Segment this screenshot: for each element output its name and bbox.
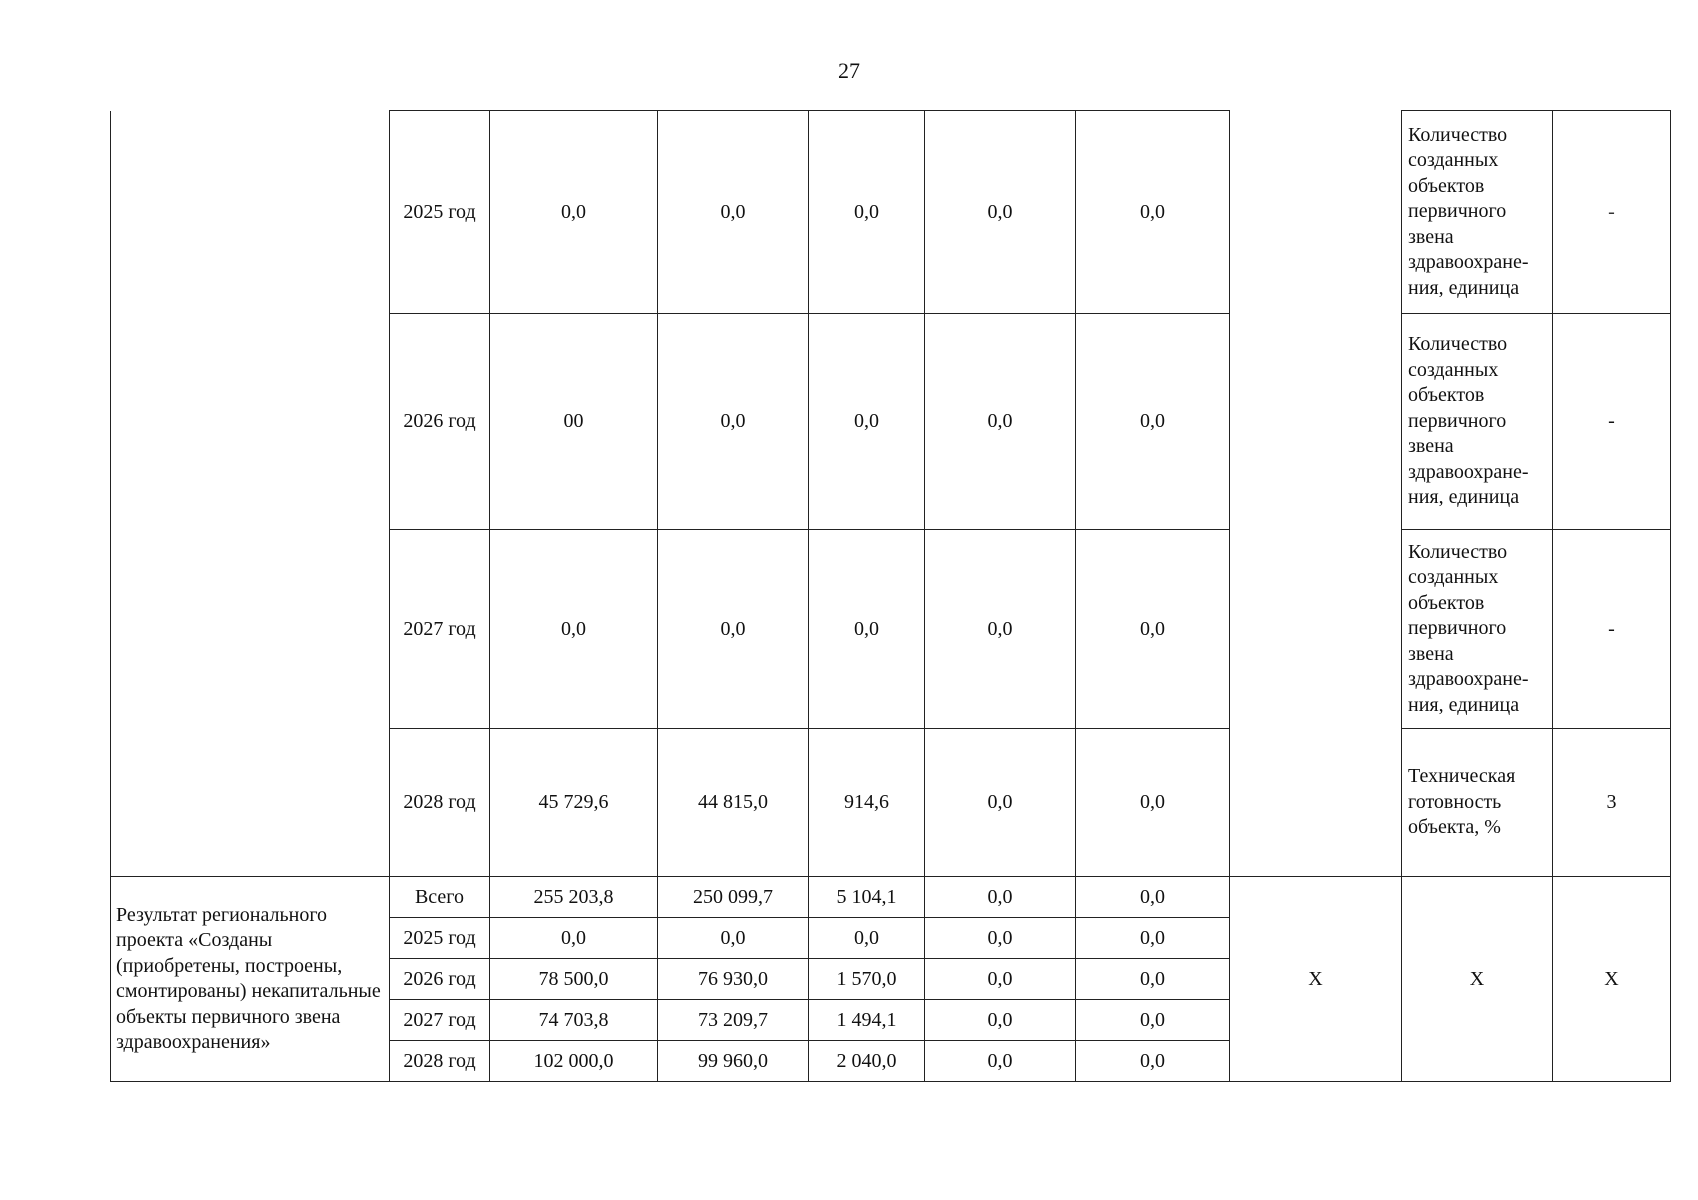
local-cell: 0,0 — [925, 959, 1076, 1000]
federal-cell: 250 099,7 — [658, 877, 809, 918]
federal-cell: 0,0 — [658, 111, 809, 314]
indicator-cell: Количество созданных объектов первичного звена здравоохране-ния, единица — [1402, 314, 1553, 530]
year-cell: 2026 год — [390, 314, 490, 530]
indicator-value-cell: - — [1553, 314, 1671, 530]
year-cell: 2025 год — [390, 918, 490, 959]
regional-cell: 914,6 — [809, 729, 925, 877]
federal-cell: 0,0 — [658, 314, 809, 530]
regional-cell: 0,0 — [809, 314, 925, 530]
local-cell: 0,0 — [925, 877, 1076, 918]
local-cell: 0,0 — [925, 111, 1076, 314]
year-cell: 2025 год — [390, 111, 490, 314]
federal-cell: 0,0 — [658, 530, 809, 729]
federal-cell: 0,0 — [658, 918, 809, 959]
year-cell: Всего — [390, 877, 490, 918]
year-cell: 2027 год — [390, 1000, 490, 1041]
other-cell: 0,0 — [1076, 111, 1230, 314]
total-cell: 45 729,6 — [490, 729, 658, 877]
local-cell: 0,0 — [925, 1000, 1076, 1041]
indicator-value-cell: - — [1553, 111, 1671, 314]
other-cell: 0,0 — [1076, 1000, 1230, 1041]
x-cell: X — [1402, 877, 1553, 1082]
total-cell: 74 703,8 — [490, 1000, 658, 1041]
regional-cell: 1 494,1 — [809, 1000, 925, 1041]
regional-cell: 1 570,0 — [809, 959, 925, 1000]
empty-merged-cell — [1230, 111, 1402, 877]
other-cell: 0,0 — [1076, 729, 1230, 877]
local-cell: 0,0 — [925, 918, 1076, 959]
federal-cell: 44 815,0 — [658, 729, 809, 877]
total-cell: 0,0 — [490, 530, 658, 729]
total-cell: 102 000,0 — [490, 1041, 658, 1082]
other-cell: 0,0 — [1076, 1041, 1230, 1082]
total-cell: 00 — [490, 314, 658, 530]
table-row — [111, 111, 1671, 314]
other-cell: 0,0 — [1076, 530, 1230, 729]
year-cell: 2028 год — [390, 1041, 490, 1082]
year-cell: 2028 год — [390, 729, 490, 877]
indicator-value-cell: - — [1553, 530, 1671, 729]
regional-cell: 2 040,0 — [809, 1041, 925, 1082]
federal-cell: 73 209,7 — [658, 1000, 809, 1041]
result-name-cell: Результат регионального проекта «Созданы (приобретены, построены, смонтированы) некапитальные объекты первичного звена здравоохранения» — [111, 877, 390, 1082]
regional-cell: 5 104,1 — [809, 877, 925, 918]
page-number: 27 — [838, 58, 860, 83]
total-cell: 78 500,0 — [490, 959, 658, 1000]
local-cell: 0,0 — [925, 729, 1076, 877]
local-cell: 0,0 — [925, 530, 1076, 729]
year-cell: 2026 год — [390, 959, 490, 1000]
federal-cell: 99 960,0 — [658, 1041, 809, 1082]
regional-cell: 0,0 — [809, 111, 925, 314]
total-cell: 0,0 — [490, 111, 658, 314]
total-cell: 255 203,8 — [490, 877, 658, 918]
other-cell: 0,0 — [1076, 314, 1230, 530]
indicator-cell: Количество созданных объектов первичного звена здравоохране-ния, единица — [1402, 111, 1553, 314]
table-row — [111, 877, 1671, 918]
local-cell: 0,0 — [925, 314, 1076, 530]
x-cell: X — [1230, 877, 1402, 1082]
budget-table — [110, 110, 1671, 1082]
empty-name-cell — [111, 111, 390, 877]
indicator-cell: Количество созданных объектов первичного звена здравоохране-ния, единица — [1402, 530, 1553, 729]
federal-cell: 76 930,0 — [658, 959, 809, 1000]
indicator-value-cell: 3 — [1553, 729, 1671, 877]
other-cell: 0,0 — [1076, 918, 1230, 959]
other-cell: 0,0 — [1076, 959, 1230, 1000]
local-cell: 0,0 — [925, 1041, 1076, 1082]
x-cell: X — [1553, 877, 1671, 1082]
regional-cell: 0,0 — [809, 918, 925, 959]
indicator-cell: Техническая готовность объекта, % — [1402, 729, 1553, 877]
year-cell: 2027 год — [390, 530, 490, 729]
regional-cell: 0,0 — [809, 530, 925, 729]
other-cell: 0,0 — [1076, 877, 1230, 918]
total-cell: 0,0 — [490, 918, 658, 959]
